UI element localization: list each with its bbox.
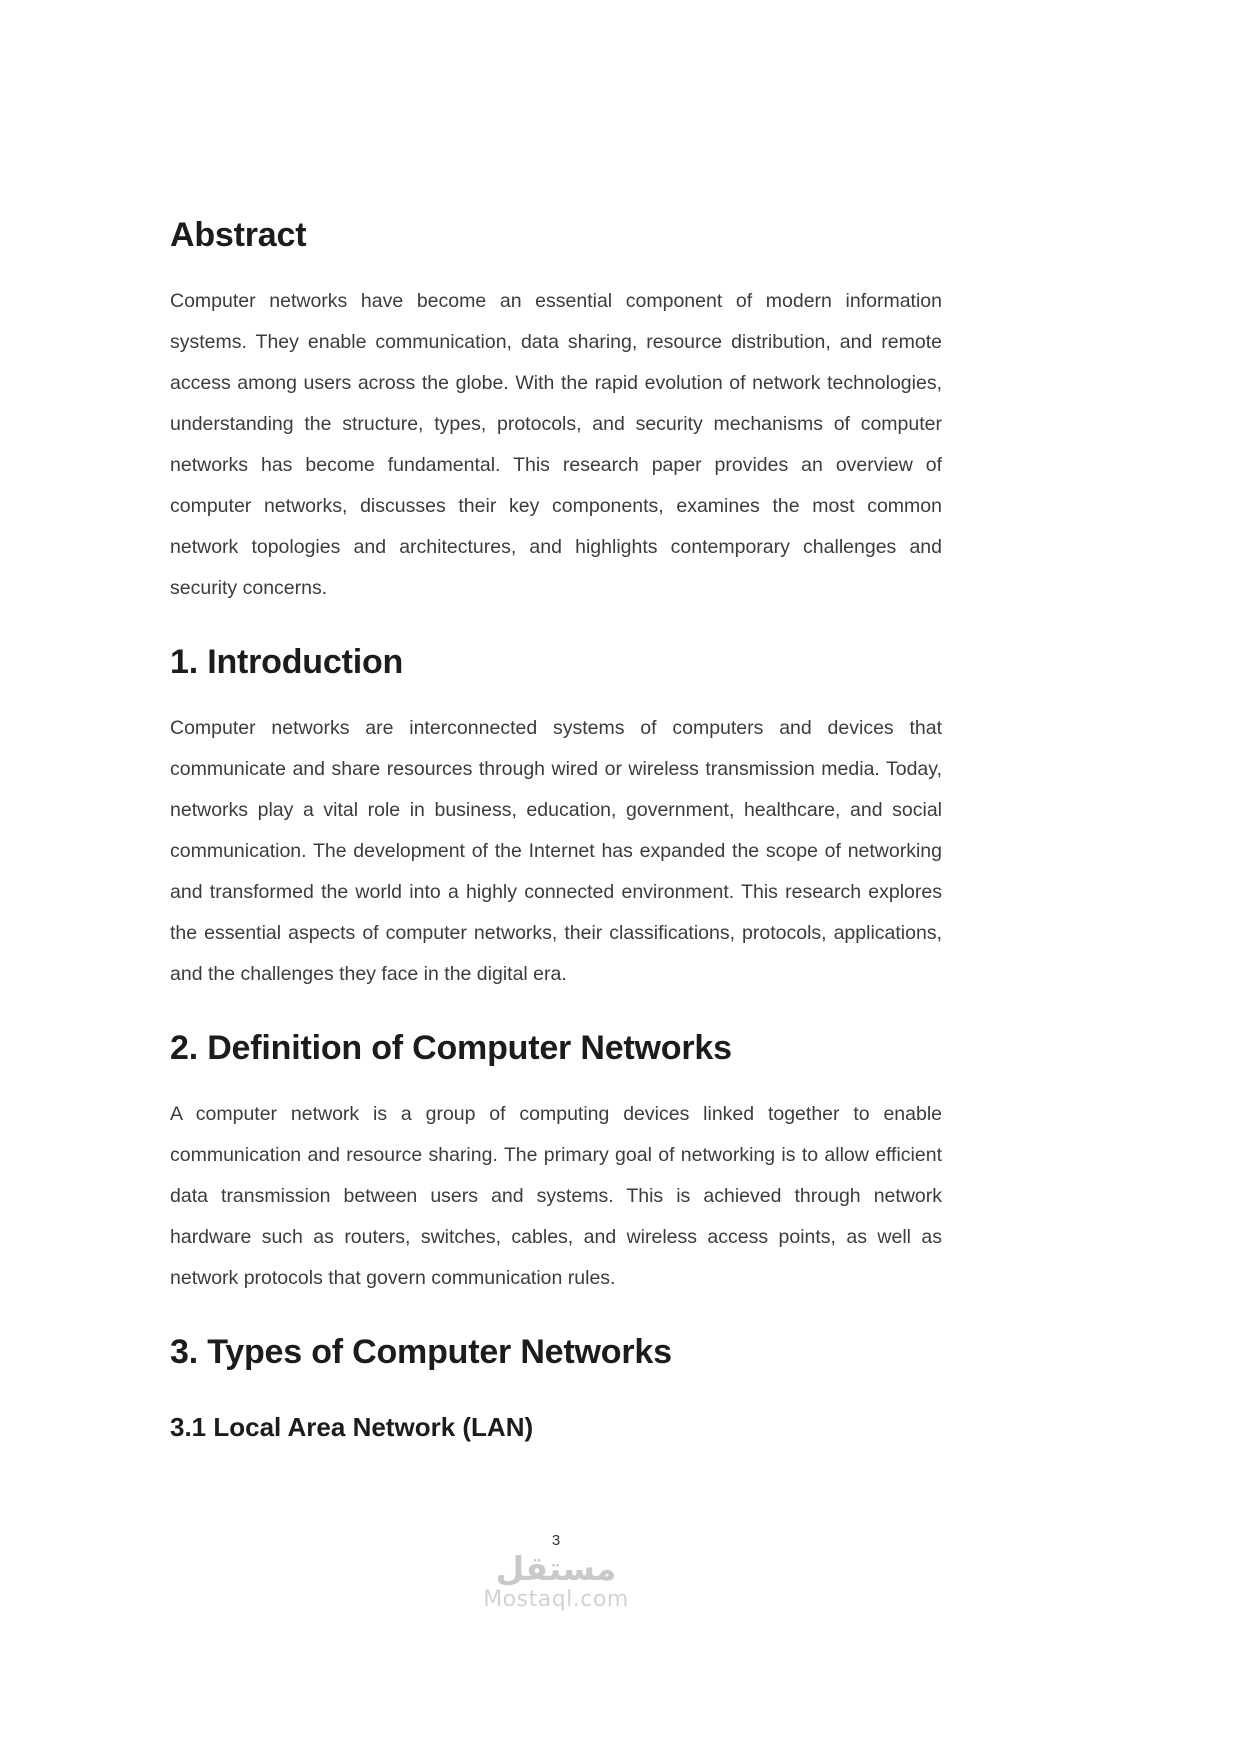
section-heading-definition: 2. Definition of Computer Networks <box>170 1029 732 1068</box>
section-heading-introduction: 1. Introduction <box>170 643 404 682</box>
page-number: 3 <box>551 1532 561 1549</box>
introduction-paragraph: Computer networks are interconnected systems of computers and devices that communicate and share resources through wired or wireless transmission media. Today, networks play a vital role in business, education, government, healthcare, and social communication. The development of the Internet has expanded the scope of networking and transformed the world into a highly connected environment. This research explores the essential aspects of computer networks, their classifications, protocols, applications, and the challenges they face in the digital era. <box>170 717 942 986</box>
definition-paragraph: A computer network is a group of computing devices linked together to enable communication and resource sharing. The primary goal of networking is to allow efficient data transmission between users and systems. This is achieved through network hardware such as routers, switches, cables, and wireless access points, as well as network protocols that govern communication rules. <box>170 1103 942 1290</box>
subsection-heading-lan: 3.1 Local Area Network (LAN) <box>170 1412 534 1443</box>
page-footer <box>170 1532 942 1614</box>
abstract-paragraph: Computer networks have become an essential component of modern information systems. They enable communication, data sharing, resource distribution, and remote access among users across the globe. With the rapid evolution of network technologies, understanding the structure, types, protocols, and security mechanisms of computer networks has become fundamental. This research paper provides an overview of computer networks, discusses their key components, examines the most common network topologies and architectures, and highlights contemporary challenges and security concerns. <box>170 290 942 600</box>
section-heading-types: 3. Types of Computer Networks <box>170 1333 672 1372</box>
watermark-site-name: Mostaql.com <box>483 1587 629 1613</box>
page-content <box>170 216 942 1444</box>
section-heading-abstract: Abstract <box>170 216 307 254</box>
watermark <box>170 1551 942 1614</box>
watermark-arabic-logo: مستقل <box>495 1549 617 1588</box>
